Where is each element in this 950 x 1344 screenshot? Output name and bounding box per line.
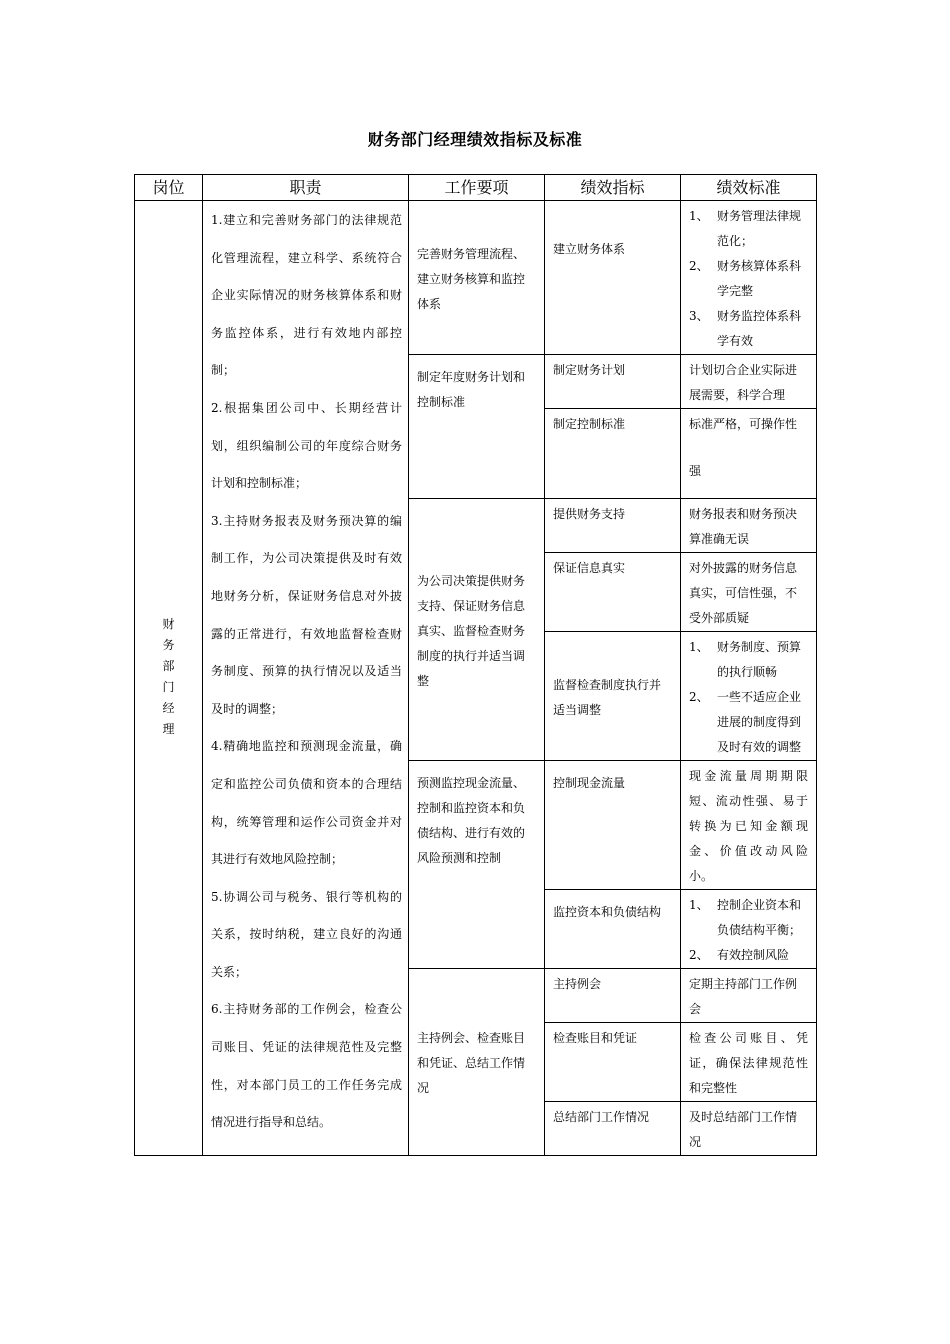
standard-item: 2、 一些不适应企业进展的制度得到及时有效的调整 bbox=[689, 690, 802, 754]
header-position: 岗位 bbox=[135, 175, 203, 201]
indicator-cell bbox=[545, 890, 681, 969]
header-standards: 绩效标准 bbox=[681, 175, 817, 201]
standard-item: 1、 财务制度、预算的执行顺畅 bbox=[689, 640, 802, 679]
duty-item: 4.精确地监控和预测现金流量，确定和监控公司负债和资本的合理结构，统筹管理和运作公司资金并对其进行有效地风险控制； bbox=[211, 739, 402, 867]
duty-item: 3.主持财务报表及财务预决算的编制工作，为公司决策提供及时有效地财务分析，保证财务信息对外披露的正常进行，有效地监督检查财务制度、预算的执行情况以及适当及时的调整； bbox=[211, 513, 402, 716]
standard-list bbox=[681, 201, 816, 354]
standard-list bbox=[681, 890, 816, 968]
standard-item: 1、 控制企业资本和负债结构平衡； bbox=[689, 898, 802, 937]
standard-cell bbox=[681, 969, 817, 1023]
indicator-cell bbox=[545, 355, 681, 409]
indicator-text: 总结部门工作情况 bbox=[553, 1110, 650, 1124]
standard-cell bbox=[681, 1102, 817, 1156]
indicator-text: 主持例会 bbox=[553, 977, 602, 991]
standard-text: 标准严格，可操作性 bbox=[689, 417, 798, 431]
indicator-cell bbox=[545, 499, 681, 553]
standard-item: 2、 有效控制风险 bbox=[689, 948, 790, 962]
standard-cell bbox=[681, 553, 817, 632]
standard-cell bbox=[681, 355, 817, 409]
duty-item: 5.协调公司与税务、银行等机构的关系，按时纳税，建立良好的沟通关系； bbox=[211, 889, 402, 979]
task-cell bbox=[409, 969, 545, 1156]
standard-item: 1、 财务管理法律规范化； bbox=[689, 209, 802, 248]
standard-item: 3、 财务监控体系科学有效 bbox=[689, 309, 802, 348]
indicator-text: 制定控制标准 bbox=[553, 417, 626, 431]
indicator-text: 控制现金流量 bbox=[553, 776, 626, 790]
standard-text: 定期主持部门工作例会 bbox=[689, 977, 798, 1016]
standard-text: 财务报表和财务预决算准确无误 bbox=[689, 507, 798, 546]
indicator-cell bbox=[545, 553, 681, 632]
standard-cell bbox=[681, 409, 817, 499]
header-duties: 职责 bbox=[203, 175, 409, 201]
standard-text: 强 bbox=[689, 464, 702, 478]
standard-text: 检查公司账目、凭证，确保法律规范性和完整性 bbox=[689, 1031, 808, 1095]
standard-text: 及时总结部门工作情况 bbox=[689, 1110, 798, 1149]
task-cell bbox=[409, 499, 545, 761]
standard-cell bbox=[681, 499, 817, 553]
header-tasks: 工作要项 bbox=[409, 175, 545, 201]
task-text: 完善财务管理流程、建立财务核算和监控体系 bbox=[417, 246, 526, 311]
duty-item: 2.根据集团公司中、长期经营计划，组织编制公司的年度综合财务计划和控制标准； bbox=[211, 400, 402, 491]
indicator-text: 检查账目和凭证 bbox=[553, 1031, 638, 1045]
task-text: 预测监控现金流量、控制和监控资本和负债结构、进行有效的风险预测和控制 bbox=[417, 776, 526, 865]
duty-item: 6.主持财务部的工作例会，检查公司账目、凭证的法律规范性及完整性，对本部门员工的工作任务完成情况进行指导和总结。 bbox=[211, 1002, 402, 1130]
page-title: 财务部门经理绩效指标及标准 bbox=[367, 130, 583, 149]
duties-cell bbox=[203, 201, 409, 1156]
indicator-cell bbox=[545, 761, 681, 890]
task-text: 制定年度财务计划和控制标准 bbox=[417, 370, 526, 409]
task-text: 为公司决策提供财务支持、保证财务信息真实、监督检查财务制度的执行并适当调整 bbox=[417, 573, 526, 688]
position-cell bbox=[135, 201, 203, 1156]
standard-cell bbox=[681, 1023, 817, 1102]
task-cell bbox=[409, 201, 545, 355]
indicator-cell bbox=[545, 1023, 681, 1102]
task-cell bbox=[409, 761, 545, 969]
standard-list bbox=[681, 632, 816, 760]
indicator-text: 监督检查制度执行并适当调整 bbox=[553, 677, 662, 717]
task-text: 主持例会、检查账目和凭证、总结工作情况 bbox=[417, 1031, 526, 1095]
duty-item: 1.建立和完善财务部门的法律规范化管理流程，建立科学、系统符合企业实际情况的财务核算体系和财务监控体系，进行有效地内部控制； bbox=[211, 213, 402, 378]
standard-item: 2、 财务核算体系科学完整 bbox=[689, 259, 802, 298]
task-cell bbox=[409, 355, 545, 499]
indicator-cell bbox=[545, 201, 681, 355]
position-label: 财务部门经理 bbox=[162, 617, 175, 736]
indicator-cell bbox=[545, 632, 681, 761]
standard-cell bbox=[681, 201, 817, 355]
indicator-text: 保证信息真实 bbox=[553, 561, 626, 575]
indicator-text: 提供财务支持 bbox=[553, 507, 626, 521]
indicator-cell bbox=[545, 969, 681, 1023]
indicator-cell bbox=[545, 1102, 681, 1156]
header-row bbox=[135, 175, 817, 201]
standard-cell bbox=[681, 632, 817, 761]
indicator-text: 建立财务体系 bbox=[553, 242, 626, 256]
standard-text: 对外披露的财务信息真实，可信性强，不受外部质疑 bbox=[689, 561, 798, 625]
indicator-cell bbox=[545, 409, 681, 499]
indicator-text: 监控资本和负债结构 bbox=[553, 905, 662, 919]
performance-table bbox=[134, 174, 817, 1156]
standard-text: 计划切合企业实际进展需要，科学合理 bbox=[689, 363, 798, 402]
standard-cell bbox=[681, 761, 817, 890]
header-indicators: 绩效指标 bbox=[545, 175, 681, 201]
standard-text: 现金流量周期期限短、流动性强、易于转换为已知金额现金、价值改动风险小。 bbox=[689, 769, 808, 883]
table-row bbox=[135, 201, 817, 355]
indicator-text: 制定财务计划 bbox=[553, 363, 626, 377]
standard-cell bbox=[681, 890, 817, 969]
